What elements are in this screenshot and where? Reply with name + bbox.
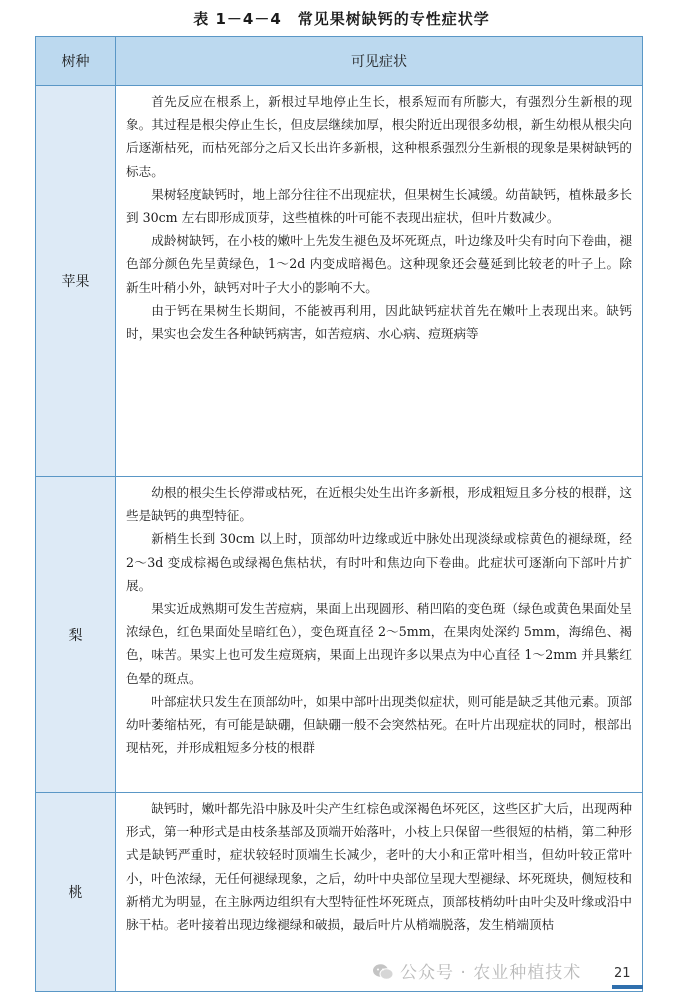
table-header-row bbox=[36, 37, 643, 86]
symptom-paragraph: 新梢生长到 30cm 以上时，顶部幼叶边缘或近中脉处出现淡绿或棕黄色的褪绿斑，经 2～3d 变成棕褐色或绿褐色焦枯状，有时叶和焦边向下卷曲。此症状可逐渐向下部叶片扩展。 bbox=[126, 531, 632, 593]
symptom-paragraph: 由于钙在果树生长期间，不能被再利用，因此缺钙症状首先在嫩叶上表现出来。缺钙时，果实也会发生各种缺钙病害，如苦痘病、水心病、痘斑病等 bbox=[126, 302, 632, 342]
page-number-bar bbox=[612, 985, 643, 989]
watermark-text: 公众号 · 农业种植技术 bbox=[400, 963, 582, 983]
symptom-paragraph: 首先反应在根系上，新根过早地停止生长，根系短而有所膨大，有强烈分生新根的现象。其过程是根尖停止生长，但皮层继续加厚，根尖附近出现很多幼根，新生幼根从根尖向后逐渐枯死，而枯死部分之后又长出许多新根，这种根系强烈分生新根的现象是果树缺钙的标志。 bbox=[126, 94, 632, 179]
tree-name-apple: 苹果 bbox=[36, 86, 116, 477]
symptom-paragraph: 成龄树缺钙，在小枝的嫩叶上先发生褪色及坏死斑点，叶边缘及叶尖有时向下卷曲，褪色部分颜色先呈黄绿色，1～2d 内变成暗褐色。这种现象还会蔓延到比较老的叶子上。除新生叶稍小外，缺钙对叶子大小的影响不大。 bbox=[126, 233, 632, 295]
watermark bbox=[372, 958, 581, 983]
symptom-paragraph: 果树轻度缺钙时，地上部分往往不出现症状，但果树生长减缓。幼苗缺钙，植株最多长到 30cm 左右即形成顶芽，这些植株的叶可能不表现出症状，但叶片数减少。 bbox=[126, 186, 632, 226]
symptom-paragraph: 叶部症状只发生在顶部幼叶，如果中部叶出现类似症状，则可能是缺乏其他元素。顶部幼叶萎缩枯死，有可能是缺硼，但缺硼一般不会突然枯死。在叶片出现症状的同时，根部出现枯死，并形成粗短多分枝的根群 bbox=[126, 693, 632, 756]
symptoms-pear bbox=[116, 477, 643, 793]
table-title: 表 1－4－4 常见果树缺钙的专性症状学 bbox=[193, 10, 490, 28]
symptoms-apple bbox=[116, 86, 643, 477]
page-number: 21 bbox=[614, 966, 631, 981]
header-tree-species: 树种 bbox=[36, 37, 116, 86]
header-visible-symptoms: 可见症状 bbox=[116, 37, 643, 86]
wechat-icon bbox=[372, 963, 394, 981]
symptom-table bbox=[35, 36, 643, 992]
table-row-pear bbox=[36, 477, 643, 793]
tree-name-peach: 桃 bbox=[36, 793, 116, 992]
tree-name-pear: 梨 bbox=[36, 477, 116, 793]
table-row-apple bbox=[36, 86, 643, 477]
symptom-paragraph: 缺钙时，嫩叶都先沿中脉及叶尖产生红棕色或深褐色坏死区，这些区扩大后，出现两种形式，第一种形式是由枝条基部及顶端开始落叶，小枝上只保留一些很短的枯梢，第二种形式是缺钙严重时，症状较轻时顶端生长减少，老叶的大小和正常叶相当，但幼叶较正常叶小，叶色浓绿，无任何褪绿现象，之后，幼叶中央部位呈现大型褪绿、坏死斑块，侧短枝和新梢尤为明显，在主脉两边组织有大型特征性坏死斑点，顶部枝梢幼叶由叶尖及叶缘或沿中脉干枯。老叶接着出现边缘褪绿和破损，最后叶片从梢端脱落，发生梢端顶枯 bbox=[126, 801, 632, 933]
symptom-paragraph: 幼根的根尖生长停滞或枯死，在近根尖处生出许多新根，形成粗短且多分枝的根群，这些是缺钙的典型特征。 bbox=[126, 485, 632, 524]
symptom-paragraph: 果实近成熟期可发生苦痘病，果面上出现圆形、稍凹陷的变色斑（绿色或黄色果面处呈浓绿色，红色果面处呈暗红色），变色斑直径 2～5mm，在果肉处深约 5mm，海绵色、褐色，味苦。果实上也可发生痘斑病，果面上出现许多以果点为中心直径 1～2mm 并具紫红色晕的斑点。 bbox=[126, 601, 632, 686]
